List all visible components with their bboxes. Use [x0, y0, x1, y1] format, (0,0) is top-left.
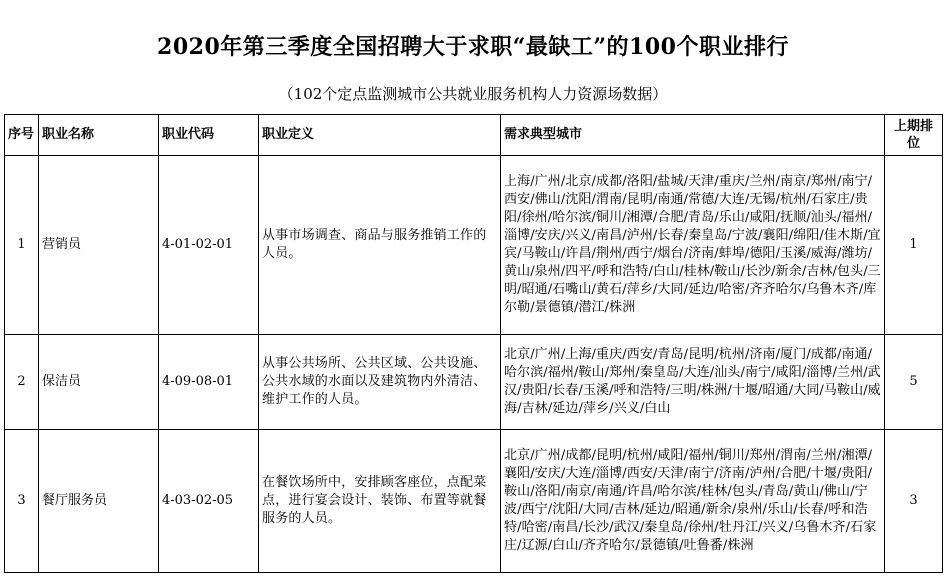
row-previous-rank: 3	[885, 430, 943, 573]
page-title: 2020年第三季度全国招聘大于求职“最缺工”的100个职业排行	[157, 34, 789, 60]
table-row	[5, 335, 943, 430]
row-no: 1	[5, 156, 39, 335]
row-no: 2	[5, 335, 39, 430]
row-definition: 在餐饮场所中，安排顾客座位，点配菜点，进行宴会设计、装饰、布置等就餐服务的人员。	[259, 430, 501, 573]
row-previous-rank: 5	[885, 335, 943, 430]
header-no: 序号	[5, 115, 39, 156]
header-definition: 职业定义	[259, 115, 501, 156]
table-row	[5, 430, 943, 573]
occupation-table	[4, 114, 943, 573]
header-occupation-name: 职业名称	[39, 115, 159, 156]
row-no: 3	[5, 430, 39, 573]
row-occupation-name: 保洁员	[39, 335, 159, 430]
row-occupation-code: 4-01-02-01	[159, 156, 259, 335]
header-typical-cities: 需求典型城市	[501, 115, 885, 156]
row-typical-cities: 北京/广州/成都/昆明/杭州/咸阳/福州/铜川/郑州/渭南/兰州/湘潭/襄阳/安庆/大连/淄博/西安/天津/南宁/济南/泸州/合肥/十堰/贵阳/鞍山/洛阳/南京/南通/许昌/哈尔滨/桂林/包头/青岛/黄山/佛山/宁波/西宁/沈阳/大同/吉林/延边/昭通/新余/泉州/乐山/长春/呼和浩特/哈密/南昌/长沙/武汉/秦皇岛/徐州/牡丹江/兴义/乌鲁木齐/石家庄/辽源/白山/齐齐哈尔/景德镇/吐鲁番/株洲	[501, 430, 885, 573]
row-occupation-name: 餐厅服务员	[39, 430, 159, 573]
row-typical-cities: 上海/广州/北京/成都/洛阳/盐城/天津/重庆/兰州/南京/郑州/南宁/西安/佛山/沈阳/渭南/昆明/南通/常德/大连/无锡/杭州/石家庄/贵阳/徐州/哈尔滨/铜川/湘潭/合肥/青岛/乐山/咸阳/抚顺/汕头/福州/淄博/安庆/兴义/南昌/泸州/长春/秦皇岛/宁波/襄阳/绵阳/佳木斯/宜宾/马鞍山/许昌/荆州/西宁/烟台/济南/蚌埠/德阳/玉溪/威海/潍坊/黄山/泉州/四平/呼和浩特/白山/桂林/鞍山/长沙/新余/吉林/包头/三明/昭通/石嘴山/黄石/萍乡/大同/延边/哈密/齐齐哈尔/乌鲁木齐/库尔勒/景德镇/潜江/株洲	[501, 156, 885, 335]
row-occupation-code: 4-09-08-01	[159, 335, 259, 430]
row-definition: 从事公共场所、公共区域、公共设施、公共水域的水面以及建筑物内外清洁、维护工作的人员。	[259, 335, 501, 430]
row-definition: 从事市场调查、商品与服务推销工作的人员。	[259, 156, 501, 335]
row-previous-rank: 1	[885, 156, 943, 335]
header-occupation-code: 职业代码	[159, 115, 259, 156]
page-subtitle: （102个定点监测城市公共就业服务机构人力资源场数据）	[278, 85, 668, 103]
row-occupation-name: 营销员	[39, 156, 159, 335]
header-previous-rank: 上期排位	[885, 115, 943, 156]
row-occupation-code: 4-03-02-05	[159, 430, 259, 573]
table-row	[5, 156, 943, 335]
row-typical-cities: 北京/广州/上海/重庆/西安/青岛/昆明/杭州/济南/厦门/成都/南通/哈尔滨/福州/鞍山/郑州/秦皇岛/大连/汕头/南宁/咸阳/淄博/兰州/武汉/贵阳/长春/玉溪/呼和浩特/三明/株洲/十堰/昭通/大同/马鞍山/威海/吉林/延边/萍乡/兴义/白山	[501, 335, 885, 430]
table-header-row	[5, 115, 943, 156]
